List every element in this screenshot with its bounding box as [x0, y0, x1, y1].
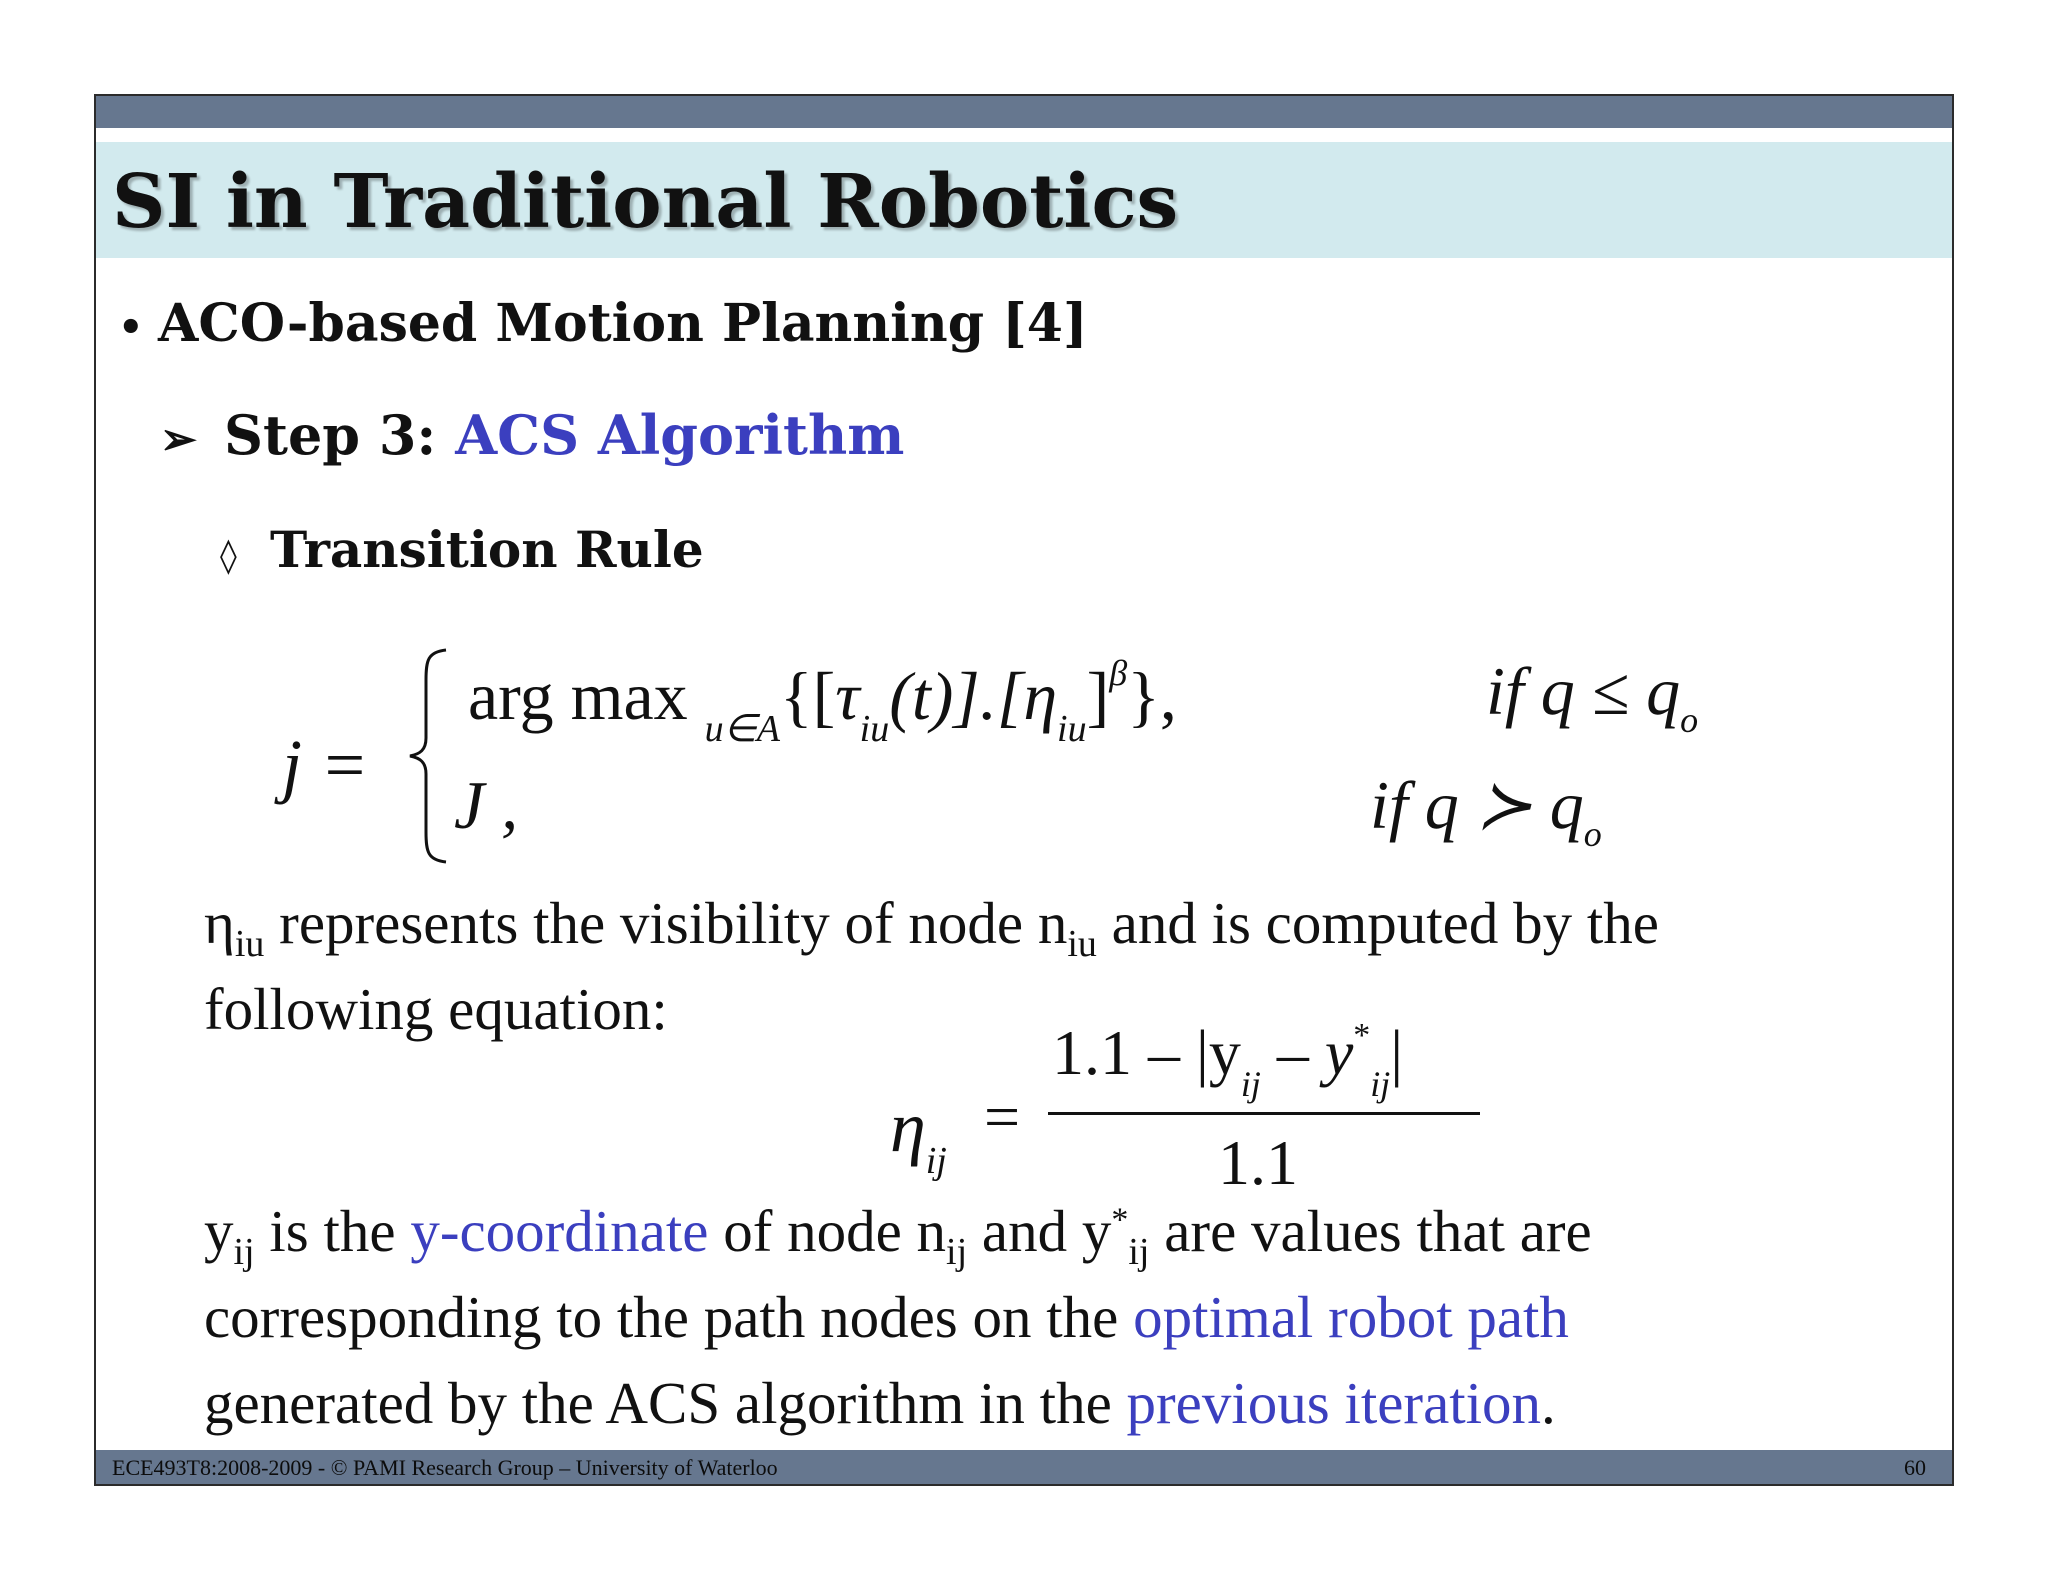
equation-2-numerator: $1.1 - |y_{ij} - y^*_{ij}|$ [1052, 1017, 1404, 1104]
bullet-dot-icon: • [118, 304, 144, 351]
bullet-level-2 [160, 402, 904, 473]
equation-2-equals: = [984, 1081, 1021, 1152]
slide-title: SI in Traditional Robotics [112, 159, 1179, 245]
bullet-level-3 [220, 520, 704, 586]
top-gap [96, 128, 1952, 138]
page-number: 60 [1904, 1455, 1926, 1480]
equation-2-denominator: 1.1 [1218, 1127, 1298, 1198]
fraction-bar [1048, 1112, 1480, 1115]
equation-1-case-2: J , [454, 767, 519, 843]
link-y-coordinate: y-coordinate [410, 1198, 709, 1264]
equation-2-lhs: $\eta_{ij}$ [890, 1087, 947, 1182]
bullet-level-1 [118, 292, 1088, 360]
footer-text: ECE493T8:2008-2009 - © PAMI Research Group – University of Waterloo [112, 1455, 778, 1480]
link-previous-iteration: previous iteration [1126, 1370, 1542, 1436]
paragraph-coordinates: $y_{ij}$ is the y-coordinate of node $n_{ij}$ and $y^*_{ij}$ are values that are corresponding to the path nodes on the optimal robot path generated by the ACS algorithm in the previous iteration. [204, 1198, 1592, 1436]
link-optimal-robot-path: optimal robot path [1133, 1284, 1569, 1350]
footer-bar [96, 1450, 1952, 1484]
arrow-bullet-icon: ➢ [160, 414, 197, 465]
bullet-2-prefix: Step 3: [224, 403, 437, 467]
top-bar [96, 96, 1952, 128]
paragraph-visibility: $\eta_{iu}$ represents the visibility of node $n_{iu}$ and is computed by the following equation: [204, 890, 1659, 1042]
bullet-1-text: ACO-based Motion Planning [4] [158, 293, 1088, 354]
left-brace-icon [404, 646, 454, 866]
slide [94, 94, 1954, 1486]
equation-1-lhs: j = [282, 725, 369, 805]
diamond-bullet-icon: ◊ [220, 536, 237, 576]
equation-1-condition-2: if q ≻ $q_o$ [1370, 767, 1602, 854]
title-band [96, 142, 1952, 258]
equation-1-condition-1: if $q \le q_o$ [1486, 653, 1699, 740]
bullet-2-accent: ACS Algorithm [455, 403, 905, 467]
bullet-3-text: Transition Rule [270, 520, 704, 579]
equation-1-case-1: arg $\max _{u\in A}\{[\tau_{iu}(t)].[\eta_{iu}]^\beta\}$, [468, 653, 1177, 750]
